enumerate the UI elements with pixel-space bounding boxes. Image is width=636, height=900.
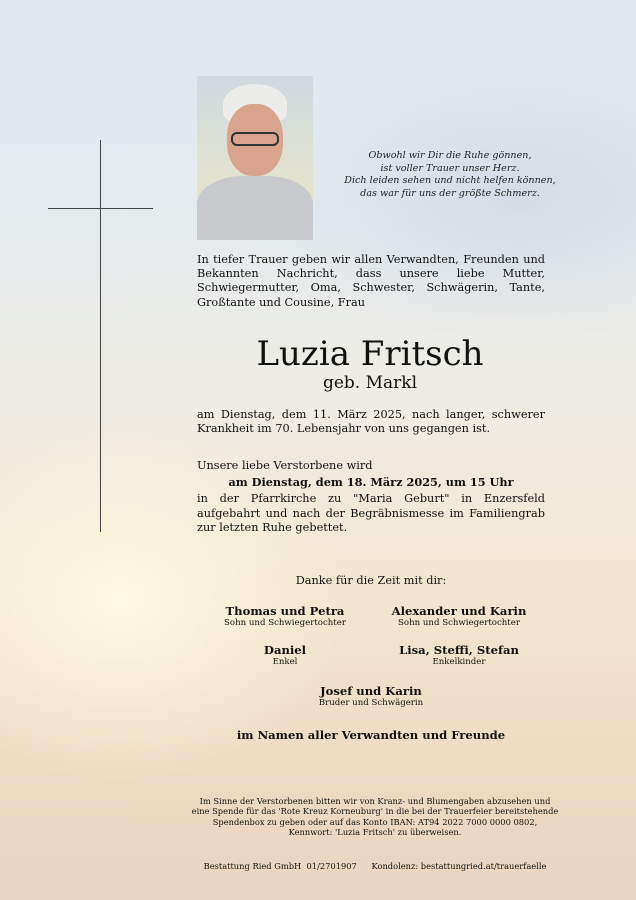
family-names: Josef und Karin xyxy=(320,684,422,698)
death-notice: am Dienstag, dem 11. März 2025, nach langer, schwerer Krankheit im 70. Lebensjahr von uns gegangen ist. xyxy=(197,408,545,436)
cross-icon xyxy=(100,140,101,532)
family-entry xyxy=(374,604,544,629)
footer xyxy=(190,861,560,871)
poem-line: das war für uns der größte Schmerz. xyxy=(360,187,540,199)
funeral-company: Bestattung Ried GmbH 01/2701907 xyxy=(203,861,357,871)
family-names: Thomas und Petra xyxy=(225,604,345,618)
cross-icon-bar xyxy=(48,208,153,209)
family-relation: Sohn und Schwiegertochter xyxy=(224,618,346,628)
closing-line: im Namen aller Verwandten und Freunde xyxy=(236,728,506,742)
poem-line: Obwohl wir Dir die Ruhe gönnen, xyxy=(368,150,532,161)
family-entry xyxy=(374,643,544,668)
thanks-heading: Danke für die Zeit mit dir: xyxy=(295,574,447,587)
funeral-info xyxy=(197,459,545,535)
family-entry xyxy=(286,684,456,709)
family-relation: Enkelkinder xyxy=(432,657,486,667)
family-relation: Sohn und Schwiegertochter xyxy=(398,618,520,628)
family-relation: Enkel xyxy=(272,657,298,667)
intro-text: In tiefer Trauer geben wir allen Verwandten, Freunden und Bekannten Nachricht, dass unsere liebe Mutter, Schwiegermutter, Oma, Schwester, Schwägerin, Tante, Großtante und Cousine, Frau xyxy=(197,253,545,309)
donation-note: Im Sinne der Verstorbenen bitten wir von Kranz- und Blumengaben abzusehen und eine Spende für das 'Rote Kreuz Korneuburg' in die bei der Trauerfeier bereitstehende Spendenbox zu geben oder auf das Konto IBAN: AT94 2022 7000 0000 0802, Kennwort: 'Luzia Fritsch' zu überweisen. xyxy=(191,796,559,838)
family-entry xyxy=(200,643,370,668)
family-names: Daniel xyxy=(263,643,307,657)
poem xyxy=(340,150,560,200)
condolence-link[interactable]: Kondolenz: bestattungried.at/trauerfaelle xyxy=(371,861,547,871)
poem-line: Dich leiden sehen und nicht helfen können, xyxy=(344,175,556,187)
family-names: Alexander und Karin xyxy=(391,604,527,618)
portrait-photo xyxy=(197,76,313,240)
funeral-date: am Dienstag, dem 18. März 2025, um 15 Uhr xyxy=(228,475,514,490)
funeral-lead: Unsere liebe Verstorbene wird xyxy=(197,459,373,472)
family-entry xyxy=(200,604,370,629)
family-relation: Bruder und Schwägerin xyxy=(318,698,424,708)
funeral-place: in der Pfarrkirche zu "Maria Geburt" in Enzersfeld aufgebahrt und nach der Begräbnismesse im Familiengrab zur letzten Ruhe gebettet. xyxy=(197,492,545,534)
poem-line: ist voller Trauer unser Herz. xyxy=(380,162,520,174)
family-names: Lisa, Steffi, Stefan xyxy=(399,643,519,657)
deceased-name: Luzia Fritsch xyxy=(256,334,484,374)
birth-name: geb. Markl xyxy=(322,373,418,393)
